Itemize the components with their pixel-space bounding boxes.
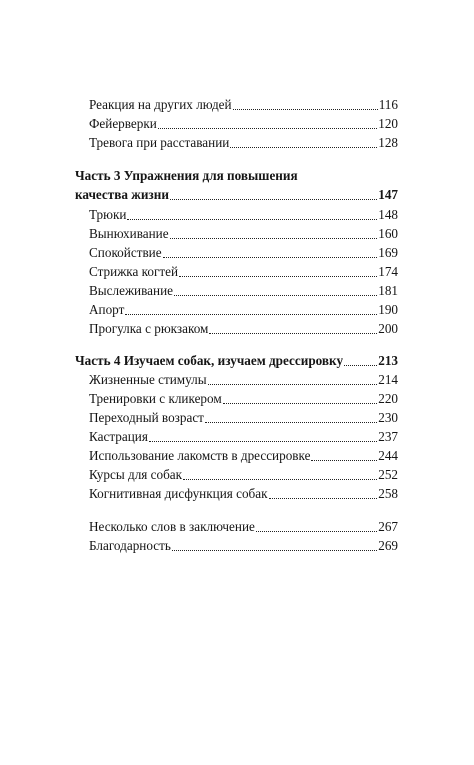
toc-entry-page: 148 [378,207,398,222]
toc-entry-title: Когнитивная дисфункция собак [89,486,268,501]
dot-leader [205,422,377,423]
dot-leader [233,109,378,110]
toc-entry-title: Фейерверки [89,116,157,131]
toc-entry-title: Использование лакомств в дрессировке [89,448,311,463]
toc-entry-title: Кастрация [89,429,148,444]
part-heading-title: Часть 4 Изучаем собак, изучаем дрессировку [75,353,344,368]
toc-entry-page: 181 [378,283,398,298]
part-heading-page: 213 [378,353,398,368]
toc-entry-title: Жизненные стимулы [89,372,207,387]
toc-entry [89,447,398,465]
dot-leader [163,257,378,258]
toc-entry-page: 258 [378,486,398,501]
toc-entry [89,371,398,389]
part-heading-entry [75,186,398,204]
dot-leader [127,219,377,220]
toc-entry-page: 200 [378,321,398,336]
dot-leader [158,128,377,129]
toc-entry-page: 160 [378,226,398,241]
toc-entry-page: 237 [378,429,398,444]
dot-leader [209,333,377,334]
toc-entry-title: Переходный возраст [89,410,204,425]
toc-entry-page: 120 [378,116,398,131]
toc-entry-title: Благодарность [89,538,171,553]
toc-entry [89,409,398,427]
toc-entry-page: 269 [378,538,398,553]
toc-entry-page: 116 [378,97,398,112]
toc-entry-title: Стрижка когтей [89,264,179,279]
toc-entry-title: Вынюхивание [89,226,169,241]
dot-leader [179,276,377,277]
dot-leader [269,498,378,499]
toc-entry-title: Тренировки с кликером [89,391,222,406]
toc-entry-title: Прогулка с рюкзаком [89,321,209,336]
toc-entry [89,115,398,133]
toc-entry-page: 214 [378,372,398,387]
part-heading: Часть 3 Упражнения для повышения [75,168,298,183]
toc-entry-page: 169 [378,245,398,260]
dot-leader [344,365,377,366]
dot-leader [170,199,377,200]
toc-entry-page: 244 [378,448,398,463]
toc-entry [89,134,398,152]
toc-entry [89,428,398,446]
dot-leader [230,147,377,148]
toc-entry-title: Трюки [89,207,127,222]
dot-leader [311,460,377,461]
dot-leader [149,441,377,442]
toc-entry-page: 174 [378,264,398,279]
toc-entry-page: 267 [378,519,398,534]
toc-entry-title: Апорт [89,302,125,317]
toc-entry-page: 252 [378,467,398,482]
toc-entry [89,282,398,300]
toc-entry [89,518,398,536]
dot-leader [170,238,378,239]
toc-entry-page: 220 [378,391,398,406]
toc-entry-title: Курсы для собак [89,467,183,482]
toc-entry [89,466,398,484]
dot-leader [172,550,377,551]
toc-entry [89,96,398,114]
toc-entry-page: 230 [378,410,398,425]
dot-leader [125,314,377,315]
toc-entry [89,390,398,408]
toc-entry-title: Тревога при расставании [89,135,230,150]
part-heading-title: качества жизни [75,187,169,202]
toc-entry-page: 128 [378,135,398,150]
toc-entry [89,206,398,224]
toc-entry-title: Выслеживание [89,283,173,298]
part-heading-entry [75,352,398,370]
dot-leader [223,403,378,404]
dot-leader [174,295,377,296]
toc-entry [89,485,398,503]
toc-entry-page: 190 [378,302,398,317]
toc-entry [89,537,398,555]
toc-entry [89,244,398,262]
toc-entry [89,320,398,338]
dot-leader [183,479,377,480]
dot-leader [256,531,377,532]
dot-leader [208,384,378,385]
toc-entry [89,301,398,319]
toc-entry-title: Реакция на других людей [89,97,232,112]
part-heading-page: 147 [378,187,398,202]
toc-entry [89,263,398,281]
toc-entry-title: Несколько слов в заключение [89,519,255,534]
toc-entry-title: Спокойствие [89,245,162,260]
toc-entry [89,225,398,243]
